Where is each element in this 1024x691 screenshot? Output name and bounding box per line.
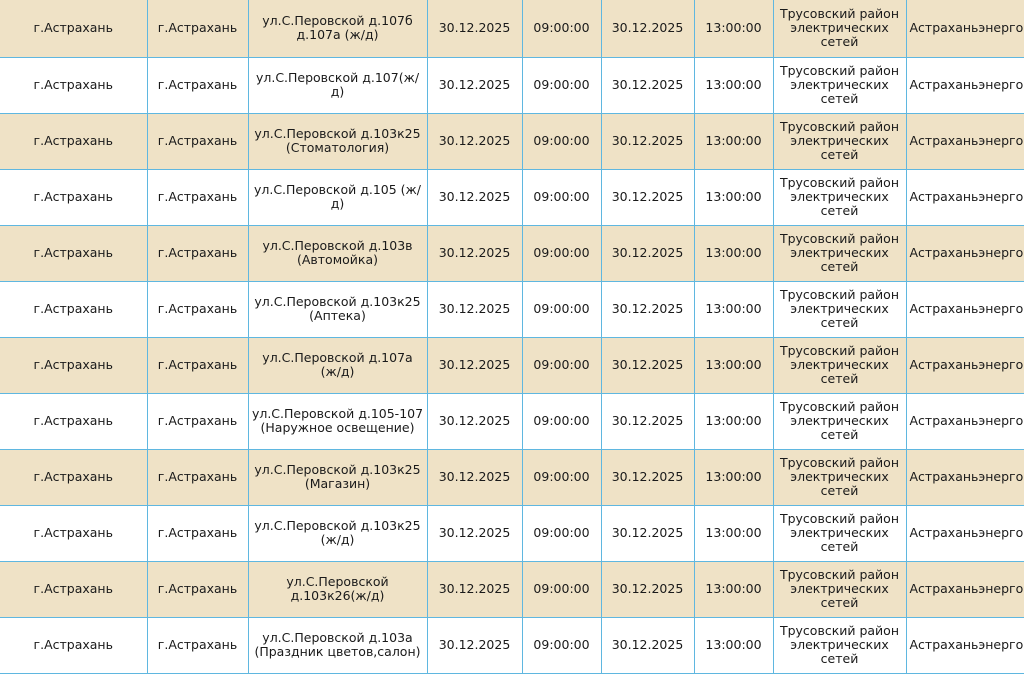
city-cell: г.Астрахань: [0, 393, 147, 449]
table-row: [0, 617, 1024, 673]
city-cell: г.Астрахань: [0, 337, 147, 393]
address-cell: ул.С.Перовской д.105 (ж/д): [248, 169, 427, 225]
organization-cell: Астраханьэнерго: [906, 225, 1024, 281]
start-date-cell: 30.12.2025: [427, 617, 522, 673]
start-time-cell: 09:00:00: [522, 337, 601, 393]
locality-cell: г.Астрахань: [147, 0, 248, 57]
start-date-cell: 30.12.2025: [427, 57, 522, 113]
locality-cell: г.Астрахань: [147, 393, 248, 449]
city-cell: г.Астрахань: [0, 169, 147, 225]
start-time-cell: 09:00:00: [522, 113, 601, 169]
end-date-cell: 30.12.2025: [601, 0, 694, 57]
start-time-cell: 09:00:00: [522, 449, 601, 505]
table-row: [0, 393, 1024, 449]
locality-cell: г.Астрахань: [147, 449, 248, 505]
start-date-cell: 30.12.2025: [427, 113, 522, 169]
organization-cell: Астраханьэнерго: [906, 281, 1024, 337]
end-date-cell: 30.12.2025: [601, 617, 694, 673]
organization-cell: Астраханьэнерго: [906, 449, 1024, 505]
start-date-cell: 30.12.2025: [427, 505, 522, 561]
start-time-cell: 09:00:00: [522, 393, 601, 449]
locality-cell: г.Астрахань: [147, 505, 248, 561]
locality-cell: г.Астрахань: [147, 281, 248, 337]
district-cell: Трусовский район электрических сетей: [773, 281, 906, 337]
address-cell: ул.С.Перовской д.103в (Автомойка): [248, 225, 427, 281]
start-date-cell: 30.12.2025: [427, 393, 522, 449]
city-cell: г.Астрахань: [0, 0, 147, 57]
end-time-cell: 13:00:00: [694, 617, 773, 673]
end-time-cell: 13:00:00: [694, 337, 773, 393]
start-time-cell: 09:00:00: [522, 281, 601, 337]
locality-cell: г.Астрахань: [147, 169, 248, 225]
end-date-cell: 30.12.2025: [601, 505, 694, 561]
end-time-cell: 13:00:00: [694, 57, 773, 113]
end-time-cell: 13:00:00: [694, 169, 773, 225]
locality-cell: г.Астрахань: [147, 113, 248, 169]
start-time-cell: 09:00:00: [522, 57, 601, 113]
district-cell: Трусовский район электрических сетей: [773, 561, 906, 617]
start-time-cell: 09:00:00: [522, 505, 601, 561]
address-cell: ул.С.Перовской д.107а (ж/д): [248, 337, 427, 393]
city-cell: г.Астрахань: [0, 505, 147, 561]
city-cell: г.Астрахань: [0, 225, 147, 281]
address-cell: ул.С.Перовской д.103к25 (ж/д): [248, 505, 427, 561]
end-time-cell: 13:00:00: [694, 505, 773, 561]
table-row: [0, 449, 1024, 505]
city-cell: г.Астрахань: [0, 113, 147, 169]
start-date-cell: 30.12.2025: [427, 281, 522, 337]
end-date-cell: 30.12.2025: [601, 225, 694, 281]
locality-cell: г.Астрахань: [147, 617, 248, 673]
start-time-cell: 09:00:00: [522, 0, 601, 57]
district-cell: Трусовский район электрических сетей: [773, 449, 906, 505]
start-time-cell: 09:00:00: [522, 169, 601, 225]
organization-cell: Астраханьэнерго: [906, 57, 1024, 113]
end-date-cell: 30.12.2025: [601, 449, 694, 505]
table-row: [0, 169, 1024, 225]
end-time-cell: 13:00:00: [694, 0, 773, 57]
district-cell: Трусовский район электрических сетей: [773, 169, 906, 225]
district-cell: Трусовский район электрических сетей: [773, 113, 906, 169]
organization-cell: Астраханьэнерго: [906, 393, 1024, 449]
district-cell: Трусовский район электрических сетей: [773, 57, 906, 113]
end-time-cell: 13:00:00: [694, 393, 773, 449]
end-date-cell: 30.12.2025: [601, 281, 694, 337]
locality-cell: г.Астрахань: [147, 561, 248, 617]
start-date-cell: 30.12.2025: [427, 169, 522, 225]
start-date-cell: 30.12.2025: [427, 449, 522, 505]
address-cell: ул.С.Перовской д.103к25 (Аптека): [248, 281, 427, 337]
table-row: [0, 113, 1024, 169]
table-row: [0, 57, 1024, 113]
start-date-cell: 30.12.2025: [427, 225, 522, 281]
table-row: [0, 281, 1024, 337]
start-date-cell: 30.12.2025: [427, 0, 522, 57]
start-date-cell: 30.12.2025: [427, 337, 522, 393]
table-row: [0, 337, 1024, 393]
start-time-cell: 09:00:00: [522, 561, 601, 617]
organization-cell: Астраханьэнерго: [906, 561, 1024, 617]
district-cell: Трусовский район электрических сетей: [773, 0, 906, 57]
table-row: [0, 225, 1024, 281]
city-cell: г.Астрахань: [0, 561, 147, 617]
start-time-cell: 09:00:00: [522, 617, 601, 673]
district-cell: Трусовский район электрических сетей: [773, 337, 906, 393]
end-date-cell: 30.12.2025: [601, 561, 694, 617]
address-cell: ул.С.Перовской д.103а (Праздник цветов,салон): [248, 617, 427, 673]
address-cell: ул.С.Перовской д.107б д.107а (ж/д): [248, 0, 427, 57]
city-cell: г.Астрахань: [0, 57, 147, 113]
end-time-cell: 13:00:00: [694, 449, 773, 505]
organization-cell: Астраханьэнерго: [906, 505, 1024, 561]
organization-cell: Астраханьэнерго: [906, 113, 1024, 169]
start-date-cell: 30.12.2025: [427, 561, 522, 617]
district-cell: Трусовский район электрических сетей: [773, 393, 906, 449]
start-time-cell: 09:00:00: [522, 225, 601, 281]
city-cell: г.Астрахань: [0, 449, 147, 505]
end-date-cell: 30.12.2025: [601, 113, 694, 169]
table-row: [0, 0, 1024, 57]
district-cell: Трусовский район электрических сетей: [773, 225, 906, 281]
end-time-cell: 13:00:00: [694, 113, 773, 169]
address-cell: ул.С.Перовской д.103к25 (Магазин): [248, 449, 427, 505]
district-cell: Трусовский район электрических сетей: [773, 617, 906, 673]
district-cell: Трусовский район электрических сетей: [773, 505, 906, 561]
table-row: [0, 505, 1024, 561]
locality-cell: г.Астрахань: [147, 57, 248, 113]
address-cell: ул.С.Перовской д.103к25 (Стоматология): [248, 113, 427, 169]
end-time-cell: 13:00:00: [694, 281, 773, 337]
locality-cell: г.Астрахань: [147, 225, 248, 281]
table-row: [0, 561, 1024, 617]
end-date-cell: 30.12.2025: [601, 337, 694, 393]
city-cell: г.Астрахань: [0, 281, 147, 337]
end-time-cell: 13:00:00: [694, 225, 773, 281]
address-cell: ул.С.Перовской д.103к26(ж/д): [248, 561, 427, 617]
end-time-cell: 13:00:00: [694, 561, 773, 617]
address-cell: ул.С.Перовской д.105-107 (Наружное освещение): [248, 393, 427, 449]
end-date-cell: 30.12.2025: [601, 57, 694, 113]
organization-cell: Астраханьэнерго: [906, 337, 1024, 393]
address-cell: ул.С.Перовской д.107(ж/д): [248, 57, 427, 113]
city-cell: г.Астрахань: [0, 617, 147, 673]
end-date-cell: 30.12.2025: [601, 169, 694, 225]
organization-cell: Астраханьэнерго: [906, 617, 1024, 673]
locality-cell: г.Астрахань: [147, 337, 248, 393]
organization-cell: Астраханьэнерго: [906, 169, 1024, 225]
end-date-cell: 30.12.2025: [601, 393, 694, 449]
organization-cell: Астраханьэнерго: [906, 0, 1024, 57]
